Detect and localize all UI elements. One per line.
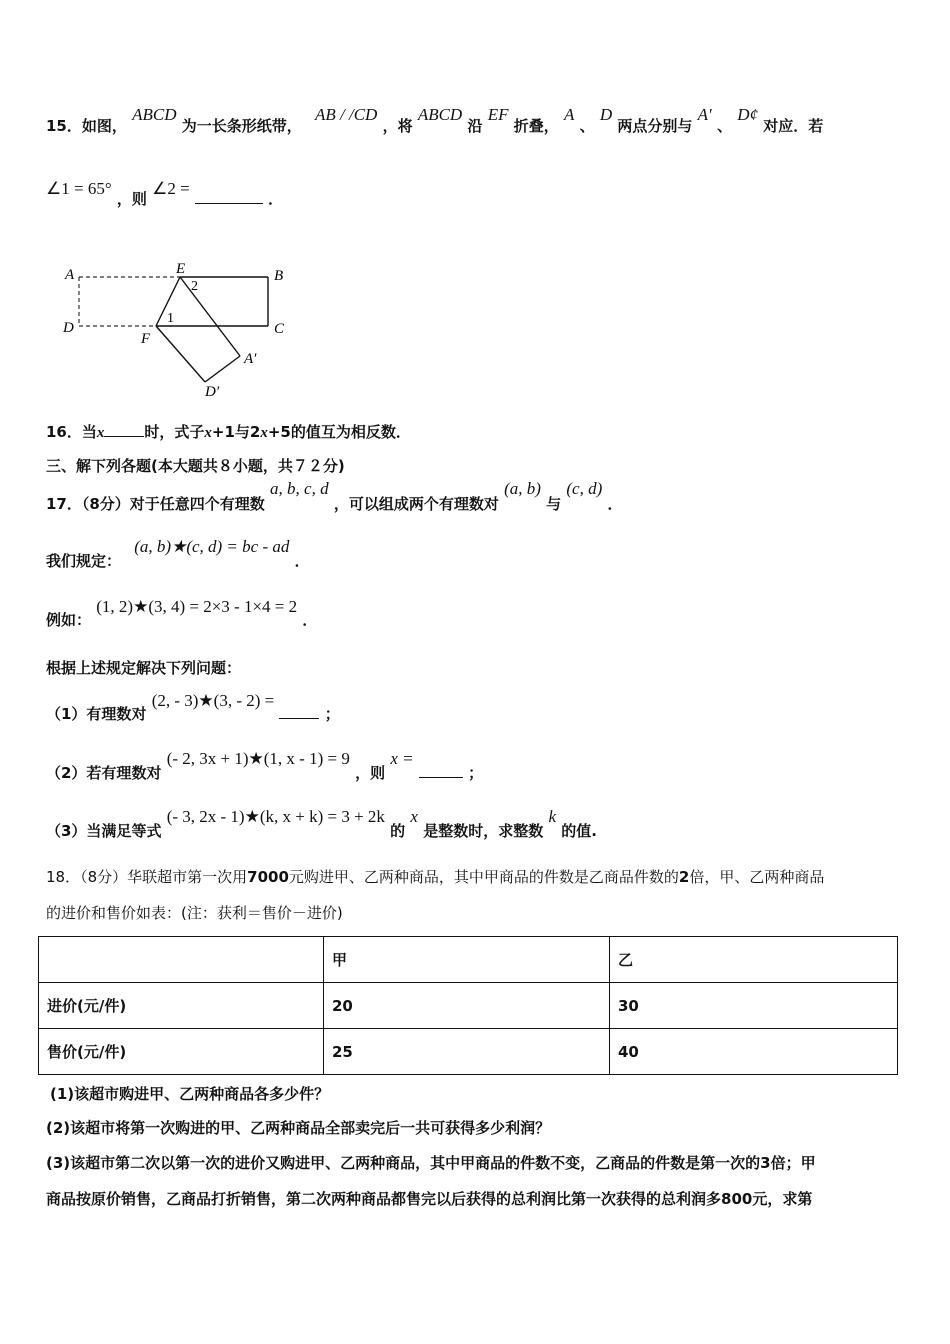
label-e: E — [176, 261, 186, 277]
label-d: D — [63, 320, 74, 336]
label-angle-2: 2 — [191, 279, 198, 294]
q17-line1: 17．（8分）对于任意四个有理数 a, b, c, d ，可以组成两个有理数对 (a, b) 与 (c, d) ． — [46, 479, 623, 513]
table-cell: 售价(元/件) — [39, 1029, 324, 1075]
label-a-prime: A′ — [244, 351, 257, 367]
label-d-prime: D′ — [205, 384, 220, 400]
q18-line1: 18．（8分）华联超市第一次用7000元购进甲、乙两种商品，其中甲商品的件数是乙商品件数的2倍，甲、乙两种商品 — [46, 868, 825, 886]
q15-figure — [55, 255, 305, 405]
table-cell: 进价(元/件) — [39, 983, 324, 1029]
q18-sub1: (1)该超市购进甲、乙两种商品各多少件？ — [50, 1085, 330, 1103]
table-cell: 40 — [610, 1029, 898, 1075]
q15-answer-blank — [195, 189, 263, 204]
line-ea-prime — [180, 277, 240, 356]
q17-example: 例如： (1, 2)★(3, 4) = 2×3 - 1×4 = 2 ． — [46, 597, 318, 629]
price-table — [38, 936, 898, 1075]
table-header-row — [39, 937, 898, 983]
label-a: A — [65, 267, 75, 283]
q17-part1: （1）有理数对 (2, - 3)★(3, - 2) = ； — [46, 691, 340, 723]
q17-rule: 我们规定： (a, b)★(c, d) = bc - ad ． — [46, 537, 310, 570]
label-c: C — [274, 321, 285, 337]
line-d-prime-f — [156, 326, 205, 382]
q17-p2-blank — [419, 763, 463, 778]
label-b: B — [274, 268, 284, 284]
q18-sub3-line1: (3)该超市第二次以第一次的进价又购进甲、乙两种商品，其中甲商品的件数不变，乙商品的件数是第一次的3倍；甲 — [46, 1154, 816, 1172]
label-angle-1: 1 — [167, 311, 174, 326]
q17-p1-blank — [279, 704, 319, 719]
table-header-yi: 乙 — [610, 937, 898, 983]
q18-sub3-line2: 商品按原价销售，乙商品打折销售，第二次两种商品都售完以后获得的总利润比第一次获得的总利润多800元，求第 — [46, 1190, 813, 1208]
table-cell — [39, 937, 324, 983]
q16-answer-blank — [104, 422, 144, 437]
table-header-jia: 甲 — [324, 937, 610, 983]
q17-part3: （3）当满足等式 (- 3, 2x - 1)★(k, x + k) = 3 + 2k 的 x 是整数时，求整数 k 的值. — [46, 807, 597, 840]
q18-sub2: (2)该超市将第一次购进的甲、乙两种商品全部卖完后一共可获得多少利润？ — [46, 1119, 551, 1137]
q18-line2: 的进价和售价如表：(注：获利＝售价－进价) — [46, 904, 343, 922]
q17-solve-intro: 根据上述规定解决下列问题： — [46, 659, 242, 677]
table-row — [39, 1029, 898, 1075]
table-cell: 25 — [324, 1029, 610, 1075]
table-cell: 30 — [610, 983, 898, 1029]
table-row — [39, 983, 898, 1029]
label-f: F — [141, 331, 151, 347]
q15-line2: ∠1 = 65° ，则 ∠2 = ． — [46, 179, 284, 208]
q16-line: 16．当x 时，式子x+1与2x+5的值互为相反数． — [46, 423, 411, 441]
section-3-heading: 三、解下列各题(本大题共８小题，共７２分) — [46, 457, 345, 475]
q15-line1: 15．如图， ABCD 为一长条形纸带， AB / /CD ，将 ABCD 沿 EF 折叠， A 、 D 两点分别与 A′ 、 D¢ 对应．若 — [46, 105, 824, 135]
q17-part2: （2）若有理数对 (- 2, 3x + 1)★(1, x - 1) = 9 ，则 x = ； — [46, 749, 484, 782]
line-a-prime-d-prime — [205, 356, 240, 382]
table-cell: 20 — [324, 983, 610, 1029]
